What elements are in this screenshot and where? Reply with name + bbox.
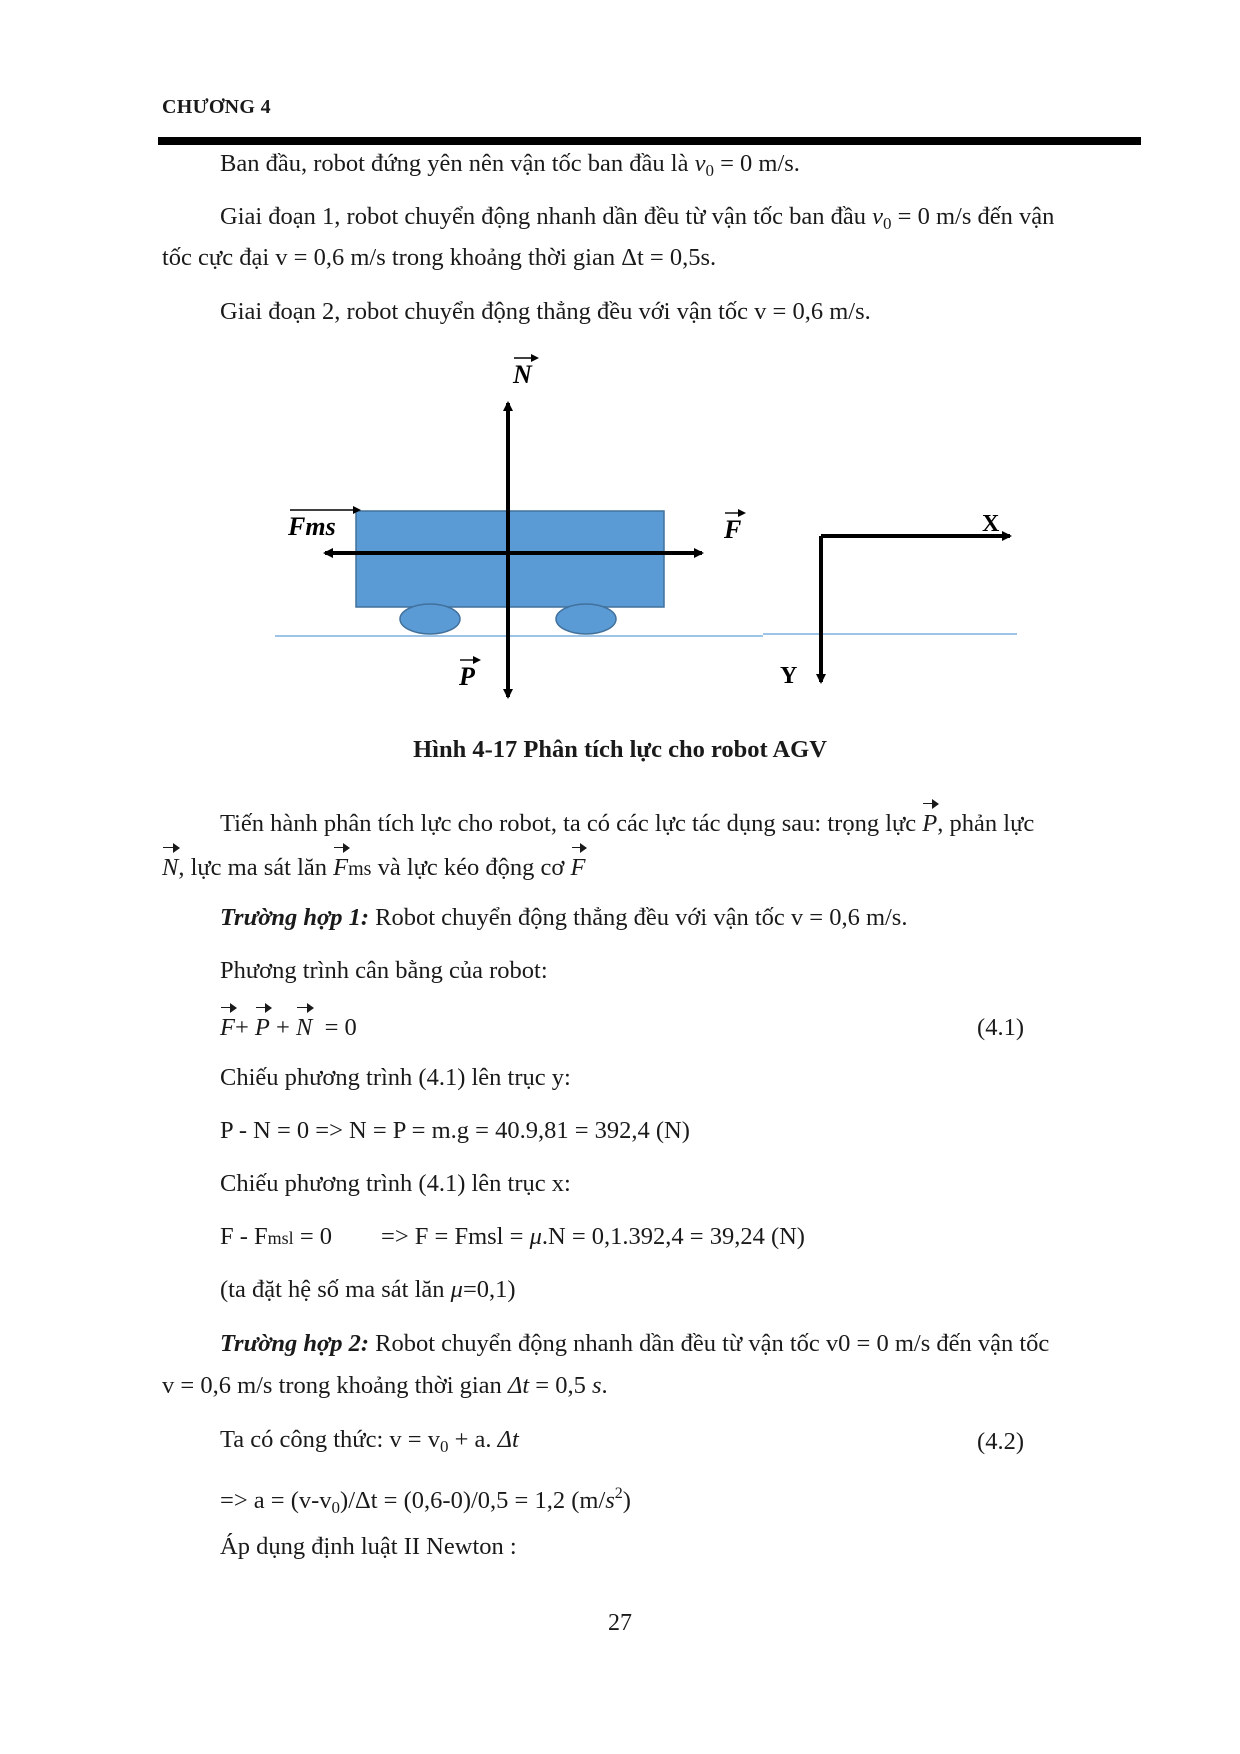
paragraph-initial-velocity: Ban đầu, robot đứng yên nên vận tốc ban đầu là $v_0 = 0$ m/s. <box>220 150 800 180</box>
figure-caption: Hình 4-17 Phân tích lực cho robot AGV <box>413 736 827 763</box>
paragraph-phase-1-line-2: tốc cực đại v = 0,6 m/s trong khoảng thời gian Δt = 0,5s. <box>162 244 717 271</box>
paragraph-newton: Áp dụng định luật II Newton : <box>220 1533 517 1560</box>
label-P <box>458 656 481 691</box>
equation-acceleration: => $a = (v-v_0)/\Delta t = (0,6-0)/0,5 = 1,2$ $(m/s^2)$ <box>220 1485 631 1517</box>
paragraph-mu-note: (ta đặt hệ số ma sát lăn μ=0,1) <box>220 1276 516 1303</box>
label-Fms <box>287 506 361 541</box>
chapter-header: CHƯƠNG 4 <box>162 96 271 118</box>
label-N <box>512 354 539 389</box>
svg-text:N: N <box>513 360 532 389</box>
equation-y: P - N = 0 => N = P = m.g = 40.9,81 = 392,4 (N) <box>220 1117 690 1144</box>
page-number: 27 <box>608 1610 632 1636</box>
equation-x: F - Fmsl = 0 => F = Fmsl = μ.N = 0,1.392,4 = 39,24 (N) <box>220 1223 805 1250</box>
svg-text:Fms: Fms <box>288 512 336 541</box>
robot-wheel-right <box>556 604 616 634</box>
paragraph-phase-1: Giai đoạn 1, robot chuyển động nhanh dần đều từ vận tốc ban đầu $v_0 = 0$ m/s đến vận <box>220 203 1055 233</box>
paragraph-force-analysis-line-2: N, lực ma sát lăn Fms và lực kéo động cơ F <box>162 844 585 889</box>
paragraph-projection-y: Chiếu phương trình (4.1) lên trục y: <box>220 1064 571 1091</box>
equation-number-4-2: (4.2) <box>977 1428 1024 1455</box>
svg-text:F: F <box>724 515 742 544</box>
paragraph-case-2-line-2: v = 0,6 m/s trong khoảng thời gian Δt = 0,5 s. <box>162 1372 608 1399</box>
label-X: X <box>982 511 1000 537</box>
paragraph-projection-x: Chiếu phương trình (4.1) lên trục x: <box>220 1170 571 1197</box>
equation-number-4-1: (4.1) <box>977 1014 1024 1041</box>
paragraph-case-1: Trường hợp 1: Robot chuyển động thẳng đều với vận tốc v = 0,6 m/s. <box>220 904 908 931</box>
label-Y: Y <box>780 663 798 689</box>
label-F <box>723 509 746 544</box>
paragraph-case-2: Trường hợp 2: Robot chuyển động nhanh dần đều từ vận tốc v0 = 0 m/s đến vận tốc <box>220 1330 1050 1357</box>
paragraph-force-analysis: Tiến hành phân tích lực cho robot, ta có các lực tác dụng sau: trọng lực P, phản lực <box>220 800 1034 844</box>
paragraph-phase-2: Giai đoạn 2, robot chuyển động thẳng đều với vận tốc v = 0,6 m/s. <box>220 298 871 325</box>
robot-wheel-left <box>400 604 460 634</box>
equation-4-1: F+ P + N = 0 <box>220 1004 357 1048</box>
equation-4-2: Ta có công thức: $v = v_0 + a$. Δt <box>220 1426 519 1456</box>
force-diagram <box>250 345 1040 715</box>
paragraph-balance: Phương trình cân bằng của robot: <box>220 957 548 984</box>
svg-text:P: P <box>459 662 475 691</box>
